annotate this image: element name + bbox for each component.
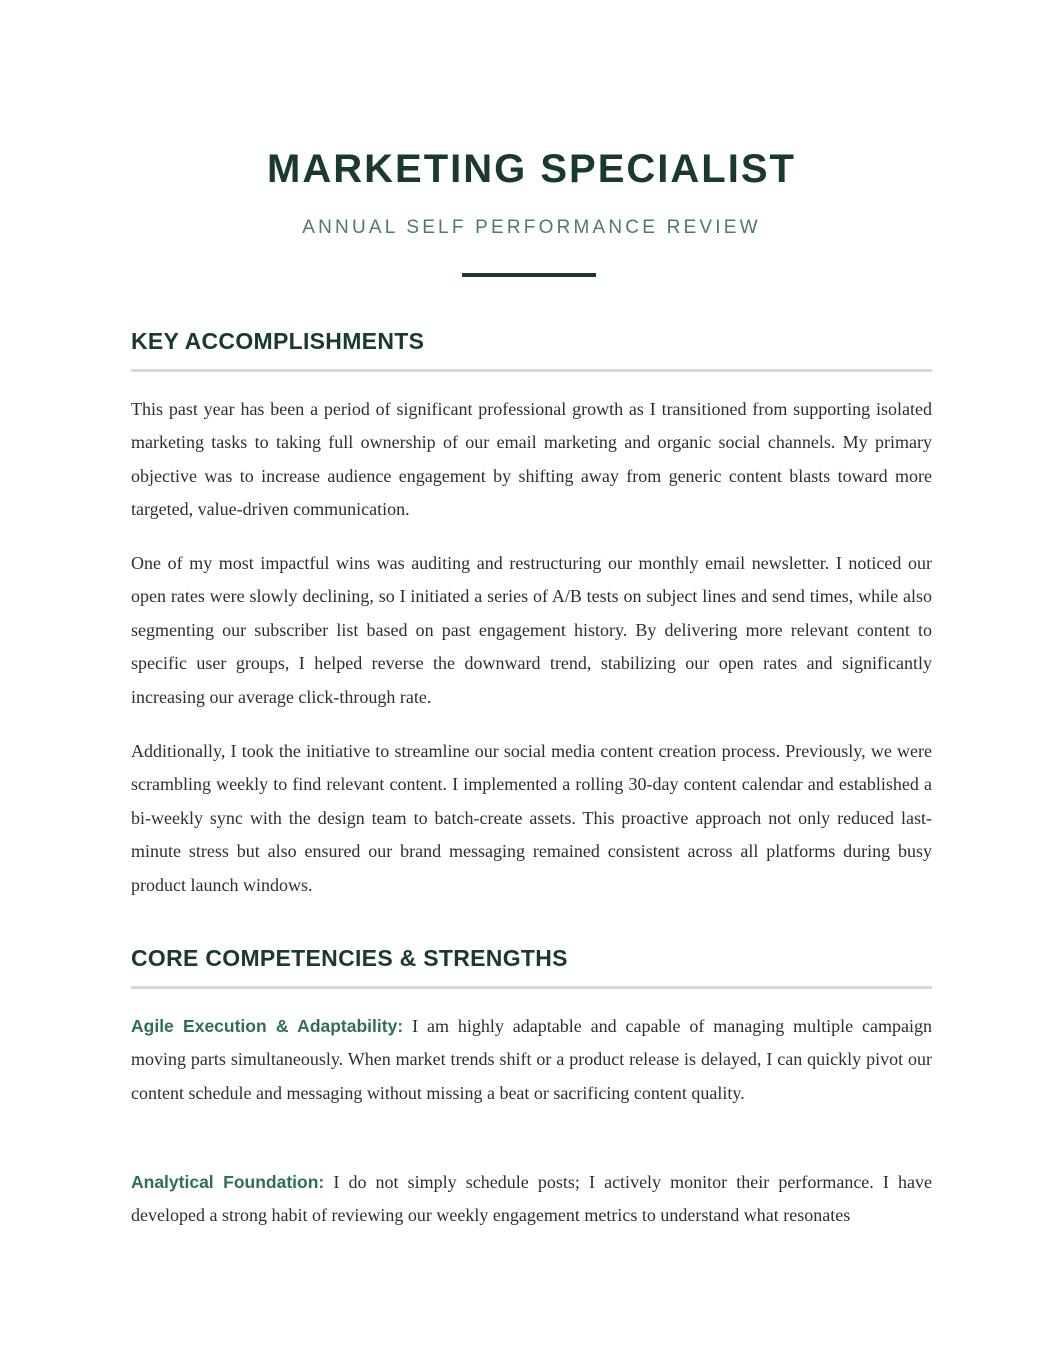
competency-label: Analytical Foundation: (131, 1172, 325, 1192)
competency-item (131, 1166, 932, 1233)
accomplishment-paragraph: One of my most impactful wins was auditing and restructuring our monthly email newsletter. I noticed our open rates were slowly declining, so I initiated a series of A/B tests on subject lines and send times, while also segmenting our subscriber list based on past engagement history. By delivering more relevant content to specific user groups, I helped reverse the downward trend, stabilizing our open rates and significantly increasing our average click-through rate. (131, 553, 932, 707)
accomplishment-paragraph: Additionally, I took the initiative to streamline our social media content creation process. Previously, we were scrambling weekly to find relevant content. I implemented a rolling 30-day content calendar and established a bi-weekly sync with the design team to batch-create assets. This proactive approach not only reduced last-minute stress but also ensured our brand messaging remained consistent across all platforms during busy product launch windows. (131, 741, 932, 895)
section-heading-accomplishments: KEY ACCOMPLISHMENTS (131, 328, 425, 354)
document-subtitle: ANNUAL SELF PERFORMANCE REVIEW (302, 217, 761, 238)
section-divider-competencies (131, 986, 932, 989)
competency-item (131, 1010, 932, 1110)
section-divider-accomplishments (131, 369, 932, 372)
competency-label: Agile Execution & Adaptability: (131, 1016, 404, 1036)
competency-text: I am highly adaptable and capable of managing multiple campaign moving parts simultaneously. When market trends shift or a product release is delayed, I can quickly pivot our content schedule and messaging without missing a beat or sacrificing content quality. (131, 1016, 932, 1103)
competency-text: I do not simply schedule posts; I actively monitor their performance. I have developed a strong habit of reviewing our weekly engagement metrics to understand what resonates (131, 1172, 932, 1226)
title-divider (462, 273, 596, 277)
document-title: MARKETING SPECIALIST (267, 147, 796, 191)
section-heading-competencies: CORE COMPETENCIES & STRENGTHS (131, 945, 568, 971)
accomplishment-paragraph: This past year has been a period of significant professional growth as I transitioned from supporting isolated marketing tasks to taking full ownership of our email marketing and organic social channels. My primary objective was to increase audience engagement by shifting away from generic content blasts toward more targeted, value-driven communication. (131, 399, 932, 520)
